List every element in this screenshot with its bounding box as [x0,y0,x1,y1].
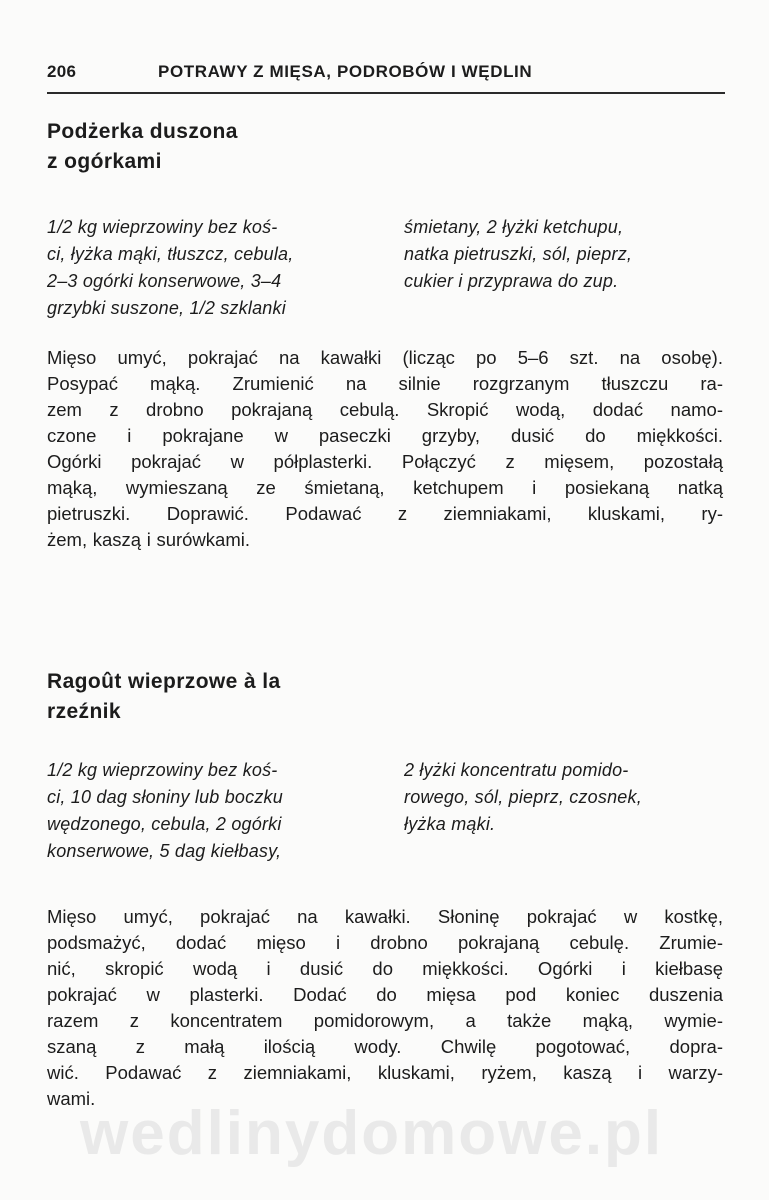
ingredient-line: 2 łyżki koncentratu pomido- [404,760,629,780]
ingredient-line: ci, 10 dag słoniny lub boczku [47,787,283,807]
ingredients-left [47,214,377,322]
ingredients-left [47,757,377,865]
ingredient-line: cukier i przyprawa do zup. [404,271,619,291]
method-line: wami. [47,1088,96,1109]
recipe-title [47,667,281,727]
recipe-title [47,117,238,177]
recipe-title-line: z ogórkami [47,150,162,173]
method-line: mąką, wymieszaną ze śmietaną, ketchupem i posiekaną natką [47,477,723,498]
method-line: żem, kaszą i surówkami. [47,529,250,550]
ingredient-line: 1/2 kg wieprzowiny bez koś- [47,217,278,237]
method-line: szaną z małą ilością wody. Chwilę pogotować, dopra- [47,1036,723,1057]
ingredients-right [404,757,724,838]
method-line: czone i pokrajane w paseczki grzyby, dusić do miękkości. [47,425,723,446]
method-line: Posypać mąką. Zrumienić na silnie rozgrzanym tłuszczu ra- [47,373,723,394]
recipe-title-line: Ragoût wieprzowe à la [47,670,281,693]
method-line: podsmażyć, dodać mięso i drobno pokrajaną cebulę. Zrumie- [47,932,723,953]
ingredient-line: wędzonego, cebula, 2 ogórki [47,814,282,834]
method-line: Ogórki pokrajać w półplasterki. Połączyć z mięsem, pozostałą [47,451,723,472]
method-line: pokrajać w plasterki. Dodać do mięsa pod koniec duszenia [47,984,723,1005]
method-line: nić, skropić wodą i dusić do miękkości. Ogórki i kiełbasę [47,958,723,979]
method-line: razem z koncentratem pomidorowym, a także mąką, wymie- [47,1010,723,1031]
ingredient-line: śmietany, 2 łyżki ketchupu, [404,217,624,237]
ingredient-line: 1/2 kg wieprzowiny bez koś- [47,760,278,780]
recipe-title-line: Podżerka duszona [47,120,238,143]
ingredients-right [404,214,724,295]
method-line: zem z drobno pokrajaną cebulą. Skropić wodą, dodać namo- [47,399,723,420]
ingredient-line: ci, łyżka mąki, tłuszcz, cebula, [47,244,294,264]
ingredient-line: rowego, sól, pieprz, czosnek, [404,787,642,807]
method-text [47,904,723,1112]
method-line: pietruszki. Doprawić. Podawać z ziemniakami, kluskami, ry- [47,503,723,524]
page-number: 206 [47,62,77,81]
recipe-title-line: rzeźnik [47,700,121,723]
running-title: POTRAWY Z MIĘSA, PODROBÓW I WĘDLIN [158,62,533,81]
method-line: Mięso umyć, pokrajać na kawałki. Słoninę pokrajać w kostkę, [47,906,723,927]
ingredient-line: 2–3 ogórki konserwowe, 3–4 [47,271,282,291]
watermark: wedlinydomowe.pl [80,1099,664,1168]
page-header [47,62,725,94]
method-text [47,345,723,553]
method-line: wić. Podawać z ziemniakami, kluskami, ryżem, kaszą i warzy- [47,1062,723,1083]
ingredient-line: grzybki suszone, 1/2 szklanki [47,298,286,318]
method-line: Mięso umyć, pokrajać na kawałki (licząc po 5–6 szt. na osobę). [47,347,723,368]
ingredient-line: konserwowe, 5 dag kiełbasy, [47,841,282,861]
ingredient-line: łyżka mąki. [404,814,496,834]
ingredient-line: natka pietruszki, sól, pieprz, [404,244,633,264]
